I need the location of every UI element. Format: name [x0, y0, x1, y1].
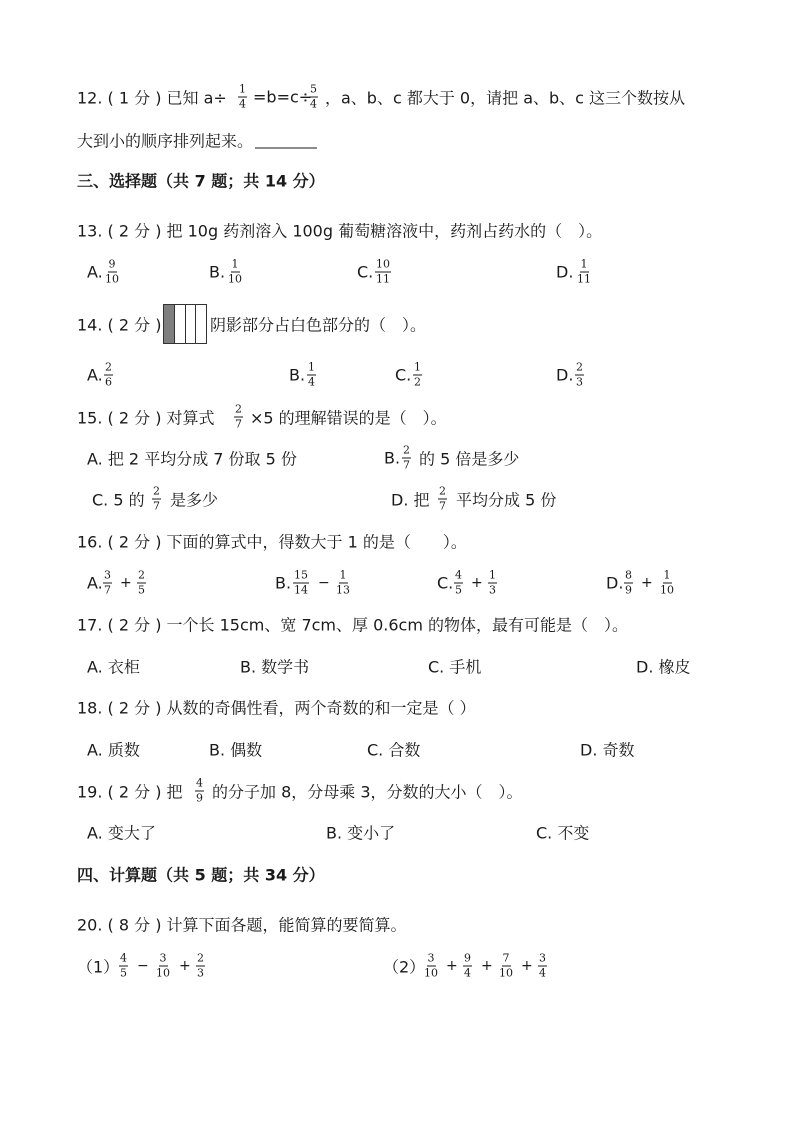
fraction: $\frac{8}{9}$ [625, 568, 632, 597]
options-16 [0, 563, 794, 603]
sub-label: （2） [383, 957, 426, 977]
fraction: $\frac{10}{11}$ [376, 257, 390, 286]
option-label[interactable]: C. [357, 262, 374, 282]
question-text: 18. ( 2 分 ) 从数的奇偶性看，两个奇数的和一定是（ ） [77, 698, 476, 718]
fraction: $\frac{9}{10}$ [105, 257, 119, 286]
question-text: 大到小的顺序排列起来。 [77, 131, 254, 151]
question-text: 19. ( 2 分 ) 把 [77, 782, 183, 802]
question-18 [0, 687, 794, 727]
section-heading [0, 160, 794, 200]
question-19 [0, 771, 794, 811]
option-a[interactable]: A. 变大了 [87, 823, 156, 843]
option-label[interactable]: B. [275, 573, 292, 593]
option-label[interactable]: B. [289, 365, 306, 385]
fraction: $\frac{2}{7}$ [153, 484, 160, 513]
option-label[interactable]: A. [87, 262, 103, 282]
question-20 [0, 904, 794, 944]
fraction: $\frac{2}{7}$ [439, 484, 446, 513]
question-14 [0, 302, 794, 346]
question-17 [0, 604, 794, 644]
question-text: 13. ( 2 分 ) 把 10g 药剂溶入 100g 葡萄糖溶液中，药剂占药水的（ ）。 [77, 221, 603, 241]
fraction: $\frac{3}{10}$ [156, 951, 170, 980]
option-a[interactable]: A. 质数 [87, 740, 140, 760]
white-cell [196, 305, 206, 343]
operator: + [481, 958, 493, 974]
answer-blank[interactable] [255, 147, 317, 149]
option-label[interactable]: A. [87, 365, 103, 385]
fraction: $\frac{5}{4}$ [310, 82, 317, 111]
question-text: 20. ( 8 分 ) 计算下面各题，能简算的要简算。 [77, 915, 407, 935]
fraction: $\frac{2}{5}$ [138, 568, 145, 597]
operator: + [521, 958, 533, 974]
option-b[interactable]: B. 偶数 [209, 740, 263, 760]
fraction: $\frac{15}{14}$ [294, 568, 308, 597]
fraction: $\frac{4}{9}$ [196, 776, 203, 805]
option-text: 的 5 倍是多少 [419, 449, 520, 469]
options-15-row1 [0, 438, 794, 478]
fraction: $\frac{3}{4}$ [539, 951, 546, 980]
option-a[interactable]: A. 衣柜 [87, 657, 140, 677]
option-a[interactable]: A. 把 2 平均分成 7 份取 5 份 [87, 449, 297, 469]
question-16 [0, 521, 794, 561]
question-text: ，a、b、c 都大于 0，请把 a、b、c 这三个数按从 [325, 88, 686, 108]
option-b[interactable]: B. 数学书 [240, 657, 310, 677]
shaded-cell [164, 305, 175, 343]
option-d[interactable]: D. 橡皮 [636, 657, 691, 677]
options-13 [0, 252, 794, 292]
fraction: $\frac{4}{5}$ [120, 951, 127, 980]
fraction: $\frac{9}{4}$ [464, 951, 471, 980]
white-cell [175, 305, 186, 343]
fraction: $\frac{2}{3}$ [197, 951, 204, 980]
option-c[interactable]: C. 不变 [536, 823, 590, 843]
options-19 [0, 812, 794, 852]
options-15-row2 [0, 479, 794, 519]
fraction: $\frac{1}{2}$ [414, 360, 421, 389]
options-14 [0, 355, 794, 395]
option-label[interactable]: D. [606, 573, 624, 593]
options-18 [0, 729, 794, 769]
option-label[interactable]: D. [556, 262, 574, 282]
question-text: 15. ( 2 分 ) 对算式 [77, 408, 215, 428]
question-text: 16. ( 2 分 ) 下面的算式中，得数大于 1 的是（ ）。 [77, 532, 467, 552]
fraction: $\frac{1}{4}$ [239, 82, 246, 111]
shaded-grid-figure [163, 304, 207, 344]
section-title: 四、计算题（共 5 题；共 34 分） [77, 865, 325, 885]
option-label[interactable]: B. [384, 448, 401, 468]
fraction: $\frac{2}{7}$ [235, 402, 242, 431]
question-text: 阴影部分占白色部分的（ ）。 [210, 315, 427, 335]
question-text: 的分子加 8，分母乘 3，分数的大小（ ）。 [212, 782, 523, 802]
option-d[interactable]: D. 奇数 [580, 740, 635, 760]
section-heading [0, 854, 794, 894]
sub-problems-20 [0, 946, 794, 986]
sub-label: （1） [77, 957, 120, 977]
option-text: 平均分成 5 份 [456, 490, 557, 510]
question-text: ×5 的理解错误的是（ ）。 [250, 408, 447, 428]
fraction: $\frac{1}{10}$ [660, 568, 674, 597]
question-text: 17. ( 2 分 ) 一个长 15cm、宽 7cm、厚 0.6cm 的物体，最有可能是（ ）。 [77, 615, 629, 635]
fraction: $\frac{3}{10}$ [424, 951, 438, 980]
question-15 [0, 397, 794, 437]
section-title: 三、选择题（共 7 题；共 14 分） [77, 171, 325, 191]
option-label[interactable]: B. [209, 262, 226, 282]
option-b[interactable]: B. 变小了 [326, 823, 396, 843]
question-13 [0, 210, 794, 250]
option-label[interactable]: C. 5 的 [92, 490, 145, 510]
fraction: $\frac{2}{6}$ [105, 360, 112, 389]
question-text: 14. ( 2 分 ) [77, 315, 162, 335]
option-label[interactable]: C. [395, 365, 412, 385]
option-label[interactable]: D. [556, 365, 574, 385]
fraction: $\frac{3}{7}$ [104, 568, 111, 597]
white-cell [186, 305, 197, 343]
fraction: $\frac{2}{7}$ [403, 443, 410, 472]
option-text: 是多少 [170, 490, 219, 510]
option-c[interactable]: C. 合数 [367, 740, 421, 760]
question-text: =b=c÷ [253, 87, 313, 107]
operator: + [471, 575, 483, 591]
fraction: $\frac{2}{3}$ [576, 360, 583, 389]
fraction: $\frac{1}{3}$ [489, 568, 496, 597]
option-label[interactable]: A. [87, 573, 103, 593]
question-12-line2 [0, 120, 794, 160]
operator: + [641, 575, 653, 591]
fraction: $\frac{7}{10}$ [499, 951, 513, 980]
operator: + [120, 575, 132, 591]
fraction: $\frac{1}{4}$ [308, 360, 315, 389]
option-label[interactable]: D. 把 [391, 490, 430, 510]
fraction: $\frac{1}{11}$ [577, 257, 591, 286]
option-label[interactable]: C. [437, 573, 454, 593]
options-17 [0, 646, 794, 686]
operator: − [137, 958, 149, 974]
operator: + [446, 958, 458, 974]
operator: + [179, 958, 191, 974]
fraction: $\frac{1}{10}$ [228, 257, 242, 286]
fraction: $\frac{4}{5}$ [455, 568, 462, 597]
fraction: $\frac{1}{13}$ [336, 568, 350, 597]
operator: − [318, 575, 330, 591]
question-12 [0, 77, 794, 117]
question-text: 12. ( 1 分 ) 已知 a÷ [77, 88, 227, 108]
option-c[interactable]: C. 手机 [428, 657, 482, 677]
